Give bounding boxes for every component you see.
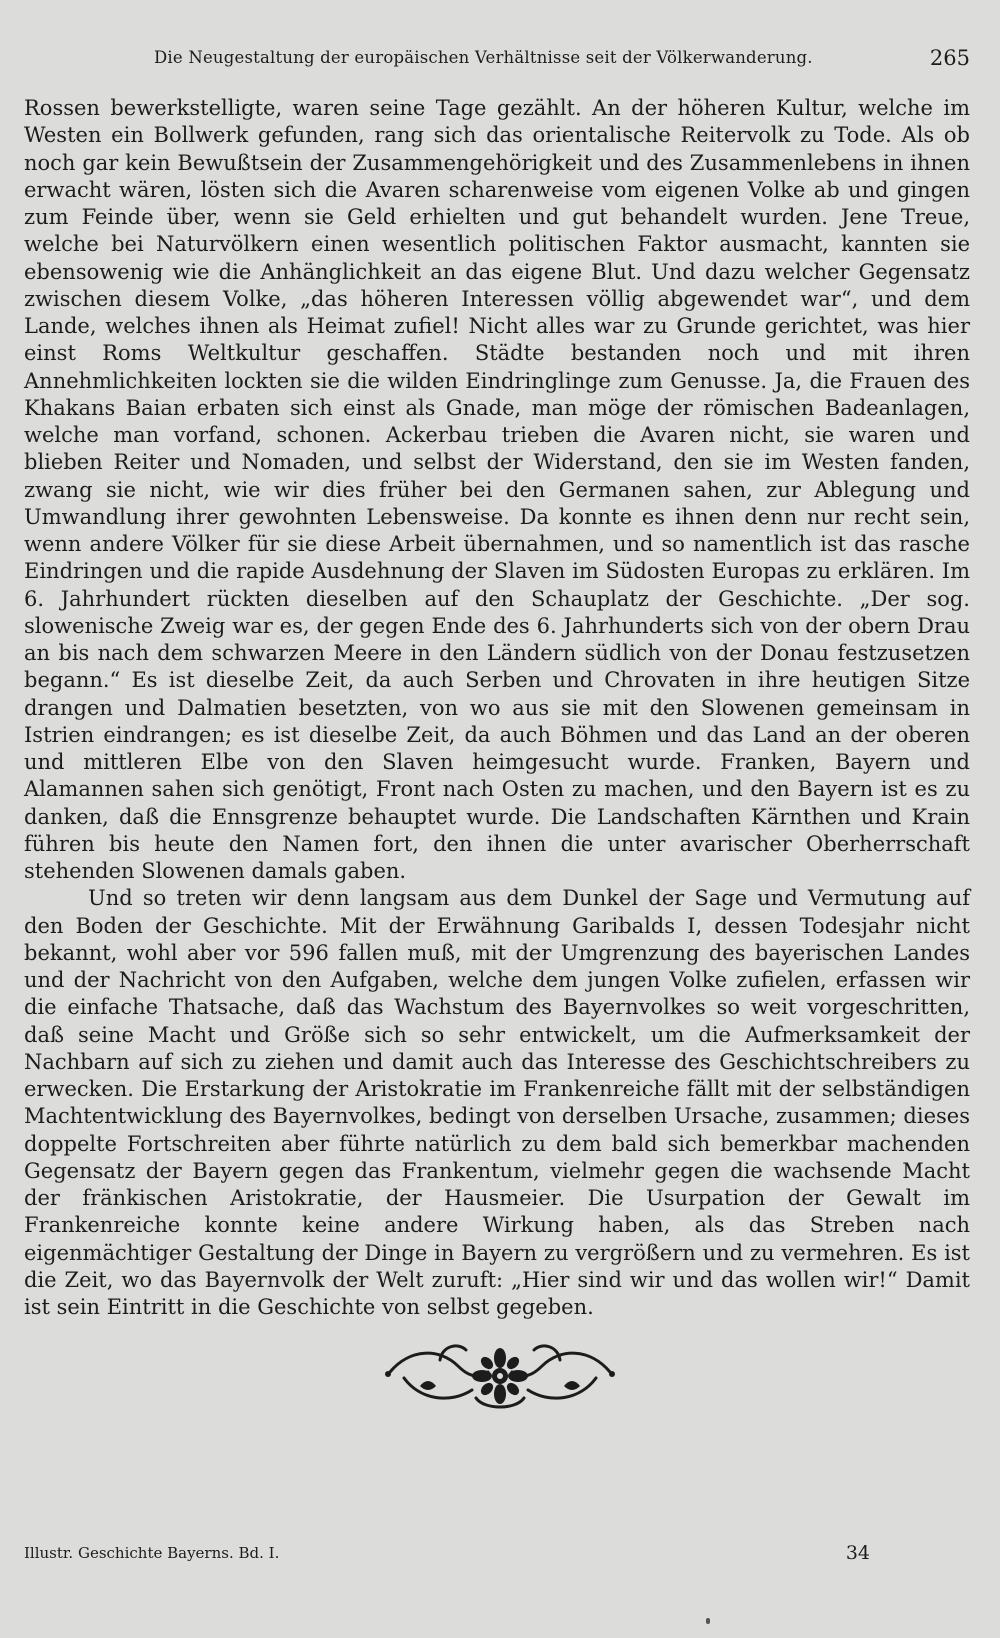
print-speck xyxy=(706,1618,710,1624)
footer-title: Illustr. Geschichte Bayerns. Bd. I. xyxy=(24,1544,280,1562)
paragraph-bavarians: Und so treten wir denn langsam aus dem Dunkel der Sage und Vermutung auf den Boden der Geschichte. Mit der Erwähnung Garibalds I, dessen Todesjahr nicht bekannt, wohl aber vor 596 fallen muß, mit der Umgrenzung des bayerischen Landes und der Nachricht von den Aufgaben, welche dem jungen Volke zufielen, erfassen wir die einfache Thatsache, daß das Wachstum des Bayernvolkes so weit vorgeschritten, daß seine Macht und Größe sich so sehr entwickelt, um die Aufmerksamkeit der Nachbarn auf sich zu ziehen und damit auch das Interesse des Geschichtschreibers zu erwecken. Die Erstarkung der Aristokratie im Frankenreiche fällt mit der selbständigen Machtentwicklung des Bayernvolkes, bedingt von derselben Ursache, zusammen; dieses doppelte Fortschreiten aber führte natürlich zu dem bald sich bemerkbar machenden Gegensatz der Bayern gegen das Frankentum, vielmehr gegen die wachsende Macht der fränkischen Aristokratie, der Hausmeier. Die Usurpation der Gewalt im Frankenreiche konnte keine andere Wirkung haben, als das Streben nach eigenmächtiger Gestaltung der Dinge in Bayern zu vergrößern und zu vermehren. Es ist die Zeit, wo das Bayernvolk der Welt zuruft: „Hier sind wir und das wollen wir!“ Damit ist sein Eintritt in die Geschichte von selbst gegeben. xyxy=(24,886,970,1319)
footer xyxy=(24,1540,870,1570)
running-head xyxy=(24,44,970,76)
page-number: 265 xyxy=(929,46,970,70)
paragraph-avars: Rossen bewerkstelligte, waren seine Tage gezählt. An der höheren Kultur, welche im Westen ein Bollwerk gefunden, rang sich das orientalische Reitervolk zu Tode. Als ob noch gar kein Bewußtsein der Zusammengehörigkeit und des Zusammenlebens in ihnen erwacht wären, lösten sich die Avaren scharenweise vom eigenen Volke ab und gingen zum Feinde über, wenn sie Geld erhielten und gut behandelt wurden. Jene Treue, welche bei Naturvölkern einen wesentlich politischen Faktor ausmacht, kannten sie ebensowenig wie die Anhänglichkeit an das eigene Blut. Und dazu welcher Gegensatz zwischen diesem Volke, „das höheren Interessen völlig abgewendet war“, und dem Lande, welches ihnen als Heimat zufiel! Nicht alles war zu Grunde gerichtet, was hier einst Roms Weltkultur geschaffen. Städte bestanden noch und mit ihren Annehmlichkeiten lockten sie die wilden Eindringlinge zum Genusse. Ja, die Frauen des Khakans Baian erbaten sich einst als Gnade, man möge der römischen Badeanlagen, welche man vorfand, schonen. Ackerbau trieben die Avaren nicht, sie waren und blieben Reiter und Nomaden, und selbst der Widerstand, den sie im Westen fanden, zwang sie nicht, wie wir dies früher bei den Germanen sahen, zur Ablegung und Umwandlung ihrer gewohnten Lebensweise. Da konnte es ihnen denn nur recht sein, wenn andere Völker für sie diese Arbeit übernahmen, und so namentlich ist das rasche Eindringen und die rapide Ausdehnung der Slaven im Südosten Europas zu erklären. Im 6. Jahrhundert rückten dieselben auf den Schauplatz der Geschichte. „Der sog. slowenische Zweig war es, der gegen Ende des 6. Jahrhunderts sich von der obern Drau an bis nach dem schwarzen Meere in den Ländern südlich von der Donau festzusetzen begann.“ Es ist dieselbe Zeit, da auch Serben und Chrovaten in ihre heutigen Sitze drangen und Dalmatien besetzten, von wo aus sie mit den Slowenen gemeinsam in Istrien eindrangen; es ist dieselbe Zeit, da auch Böhmen und das Land an der oberen und mittleren Elbe von den Slaven heimgesucht wurde. Franken, Bayern und Alamannen sahen sich genötigt, Front nach Osten zu machen, und den Bayern ist es zu danken, daß die Ennsgrenze behauptet wurde. Die Landschaften Kärnthen und Krain führen bis heute den Namen fort, den ihnen die unter avarischer Oberherrschaft stehenden Slowenen damals gaben. xyxy=(24,96,970,883)
running-title: Die Neugestaltung der europäischen Verhältnisse seit der Völkerwanderung. xyxy=(154,48,813,67)
floral-vignette-icon xyxy=(380,1338,620,1418)
signature-mark: 34 xyxy=(845,1542,870,1564)
body-text xyxy=(24,95,970,1321)
